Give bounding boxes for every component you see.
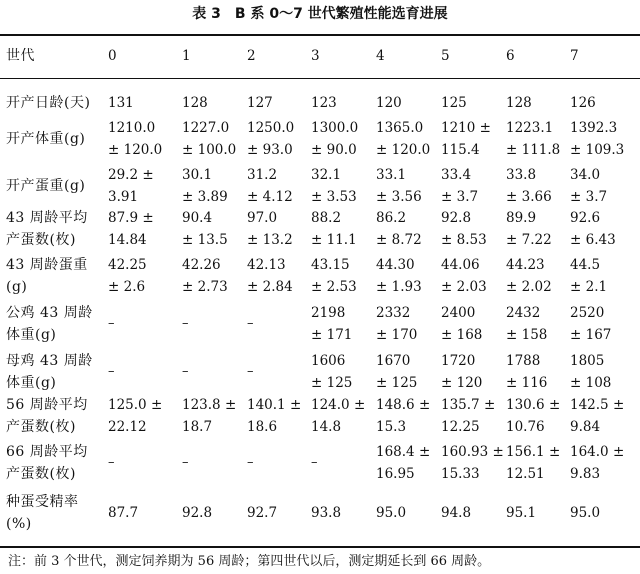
generation-header: 4 bbox=[376, 48, 385, 64]
generation-header: 5 bbox=[441, 48, 450, 64]
table-cell: 124.0 ± bbox=[311, 397, 366, 413]
generation-header: 2 bbox=[247, 48, 256, 64]
table-cell: ± 3.7 bbox=[441, 189, 479, 205]
table-cell: 44.5 bbox=[570, 257, 601, 273]
table-cell: 95.1 bbox=[506, 505, 537, 521]
table-cell: ± 158 bbox=[506, 327, 548, 343]
table-cell: 115.4 bbox=[441, 142, 480, 158]
table-cell: 42.26 bbox=[182, 257, 221, 273]
table-cell: ± 2.84 bbox=[247, 279, 293, 295]
table-cell: 2432 bbox=[506, 305, 541, 321]
table-cell: – bbox=[247, 316, 254, 331]
table-cell: 33.4 bbox=[441, 167, 472, 183]
table-cell: 1805 bbox=[570, 353, 605, 369]
table-cell: – bbox=[311, 455, 318, 470]
table-cell: 95.0 bbox=[570, 505, 601, 521]
table-cell: 1210 ± bbox=[441, 120, 491, 136]
table-cell: ± 3.7 bbox=[570, 189, 608, 205]
table-cell: 126 bbox=[570, 95, 596, 111]
row-label: 体重(g) bbox=[6, 327, 57, 343]
table-cell: 22.12 bbox=[108, 419, 147, 435]
generation-header: 3 bbox=[311, 48, 320, 64]
table-cell: 127 bbox=[247, 95, 273, 111]
row-label: 56 周龄平均 bbox=[6, 397, 88, 413]
table-cell: 88.2 bbox=[311, 210, 342, 226]
table-cell: 1227.0 bbox=[182, 120, 230, 136]
table-cell: 142.5 ± bbox=[570, 397, 625, 413]
table-cell: 14.8 bbox=[311, 419, 342, 435]
table-cell: 44.06 bbox=[441, 257, 480, 273]
table-cell: – bbox=[108, 364, 115, 379]
table-cell: 1300.0 bbox=[311, 120, 359, 136]
table-cell: 1250.0 bbox=[247, 120, 295, 136]
table-cell: ± 171 bbox=[311, 327, 353, 343]
table-cell: ± 6.43 bbox=[570, 232, 616, 248]
row-label: (%) bbox=[6, 516, 32, 532]
table-cell: 32.1 bbox=[311, 167, 342, 183]
table-note: 注：前 3 个世代，测定饲养期为 56 周龄；第四世代以后，测定期延长到 66 周龄。 bbox=[8, 554, 491, 569]
table-cell: ± 170 bbox=[376, 327, 418, 343]
generation-header: 7 bbox=[570, 48, 579, 64]
table-cell: ± 3.56 bbox=[376, 189, 422, 205]
table-cell: 2332 bbox=[376, 305, 411, 321]
table-cell: 33.8 bbox=[506, 167, 537, 183]
table-cell: ± 2.03 bbox=[441, 279, 487, 295]
table-caption: 表 3 B 系 0～7 世代繁殖性能选育进展 bbox=[192, 6, 448, 22]
table-cell: 97.0 bbox=[247, 210, 278, 226]
table-cell: 87.7 bbox=[108, 505, 139, 521]
table-cell: ± 8.72 bbox=[376, 232, 422, 248]
table-cell: 34.0 bbox=[570, 167, 601, 183]
table-cell: 9.84 bbox=[570, 419, 601, 435]
table-cell: ± 93.0 bbox=[247, 142, 293, 158]
table-cell: 125.0 ± bbox=[108, 397, 163, 413]
table-cell: 18.6 bbox=[247, 419, 278, 435]
table-cell: 148.6 ± bbox=[376, 397, 431, 413]
header-label: 世代 bbox=[6, 48, 35, 64]
table-cell: ± 2.1 bbox=[570, 279, 608, 295]
table-cell: ± 120.0 bbox=[376, 142, 431, 158]
table-cell: 130.6 ± bbox=[506, 397, 561, 413]
table-cell: ± 120 bbox=[441, 375, 483, 391]
row-label: 公鸡 43 周龄 bbox=[6, 305, 93, 321]
table-cell: 1720 bbox=[441, 353, 476, 369]
table-cell: – bbox=[182, 364, 189, 379]
table-cell: ± 2.6 bbox=[108, 279, 146, 295]
table-cell: 15.3 bbox=[376, 419, 407, 435]
row-label: 种蛋受精率 bbox=[6, 494, 79, 510]
row-label: (g) bbox=[6, 279, 28, 295]
table-cell: 128 bbox=[506, 95, 532, 111]
table-cell: ± 167 bbox=[570, 327, 612, 343]
table-cell: 10.76 bbox=[506, 419, 545, 435]
row-label: 产蛋数(枚) bbox=[6, 232, 76, 248]
table-cell: – bbox=[182, 455, 189, 470]
table-cell: ± 11.1 bbox=[311, 232, 357, 248]
table-cell: ± 168 bbox=[441, 327, 483, 343]
table-cell: ± 109.3 bbox=[570, 142, 625, 158]
table-cell: 14.84 bbox=[108, 232, 147, 248]
row-label: 43 周龄蛋重 bbox=[6, 257, 88, 273]
table-cell: – bbox=[247, 364, 254, 379]
row-label: 开产蛋重(g) bbox=[6, 178, 86, 194]
row-label: 产蛋数(枚) bbox=[6, 419, 76, 435]
table-cell: 2400 bbox=[441, 305, 476, 321]
table-cell: 164.0 ± bbox=[570, 444, 625, 460]
table-cell: ± 3.89 bbox=[182, 189, 228, 205]
table-cell: 92.8 bbox=[441, 210, 472, 226]
table-cell: – bbox=[247, 455, 254, 470]
table-cell: 30.1 bbox=[182, 167, 213, 183]
table-cell: 1210.0 bbox=[108, 120, 156, 136]
table-cell: ± 111.8 bbox=[506, 142, 561, 158]
table-cell: 95.0 bbox=[376, 505, 407, 521]
table-cell: 92.7 bbox=[247, 505, 278, 521]
table-cell: 123.8 ± bbox=[182, 397, 237, 413]
table-cell: 1392.3 bbox=[570, 120, 618, 136]
row-label: 43 周龄平均 bbox=[6, 210, 88, 226]
table-cell: 43.15 bbox=[311, 257, 350, 273]
generation-header: 6 bbox=[506, 48, 515, 64]
table-cell: 123 bbox=[311, 95, 337, 111]
table-cell: – bbox=[108, 455, 115, 470]
table-cell: 2198 bbox=[311, 305, 346, 321]
table-cell: ± 100.0 bbox=[182, 142, 237, 158]
table-cell: 89.9 bbox=[506, 210, 537, 226]
table-cell: 9.83 bbox=[570, 466, 601, 482]
table-cell: ± 13.2 bbox=[247, 232, 293, 248]
table-cell: 156.1 ± bbox=[506, 444, 561, 460]
table-cell: 29.2 ± bbox=[108, 167, 154, 183]
table-cell: 1606 bbox=[311, 353, 346, 369]
table-cell: 86.2 bbox=[376, 210, 407, 226]
row-label: 66 周龄平均 bbox=[6, 444, 88, 460]
table-cell: 1223.1 bbox=[506, 120, 554, 136]
table-cell: 131 bbox=[108, 95, 134, 111]
table-cell: 93.8 bbox=[311, 505, 342, 521]
table-cell: ± 4.12 bbox=[247, 189, 293, 205]
row-label: 开产体重(g) bbox=[6, 131, 86, 147]
table-cell: 3.91 bbox=[108, 189, 139, 205]
row-label: 体重(g) bbox=[6, 375, 57, 391]
table-cell: 44.23 bbox=[506, 257, 545, 273]
table-cell: 125 bbox=[441, 95, 467, 111]
table-cell: 12.25 bbox=[441, 419, 480, 435]
table-cell: 33.1 bbox=[376, 167, 407, 183]
table-cell: ± 2.73 bbox=[182, 279, 228, 295]
table-cell: ± 125 bbox=[311, 375, 353, 391]
table-cell: 16.95 bbox=[376, 466, 415, 482]
table-cell: ± 108 bbox=[570, 375, 612, 391]
table-cell: ± 3.53 bbox=[311, 189, 357, 205]
bottom-rule bbox=[0, 546, 640, 548]
table-cell: 92.8 bbox=[182, 505, 213, 521]
table-cell: 128 bbox=[182, 95, 208, 111]
top-rule bbox=[0, 34, 640, 36]
row-label: 开产日龄(天) bbox=[6, 95, 91, 111]
table-cell: 135.7 ± bbox=[441, 397, 496, 413]
table-cell: 42.13 bbox=[247, 257, 286, 273]
table-cell: ± 2.02 bbox=[506, 279, 552, 295]
table-cell: 31.2 bbox=[247, 167, 278, 183]
table-cell: 42.25 bbox=[108, 257, 147, 273]
table-cell: 94.8 bbox=[441, 505, 472, 521]
generation-header: 1 bbox=[182, 48, 191, 64]
table-cell: 120 bbox=[376, 95, 402, 111]
table-cell: 15.33 bbox=[441, 466, 480, 482]
table-cell: ± 120.0 bbox=[108, 142, 163, 158]
table-cell: 90.4 bbox=[182, 210, 213, 226]
row-label: 产蛋数(枚) bbox=[6, 466, 76, 482]
table-cell: 87.9 ± bbox=[108, 210, 154, 226]
table-cell: ± 90.0 bbox=[311, 142, 357, 158]
table-cell: 44.30 bbox=[376, 257, 415, 273]
table-cell: ± 13.5 bbox=[182, 232, 228, 248]
table-cell: ± 8.53 bbox=[441, 232, 487, 248]
header-rule bbox=[0, 78, 640, 79]
table-cell: 1365.0 bbox=[376, 120, 424, 136]
table-cell: – bbox=[108, 316, 115, 331]
table-cell: 92.6 bbox=[570, 210, 601, 226]
table-cell: ± 116 bbox=[506, 375, 548, 391]
table-cell: ± 125 bbox=[376, 375, 418, 391]
table-cell: – bbox=[182, 316, 189, 331]
table-cell: ± 7.22 bbox=[506, 232, 552, 248]
table-cell: 2520 bbox=[570, 305, 605, 321]
table-cell: 1670 bbox=[376, 353, 411, 369]
table-cell: 1788 bbox=[506, 353, 541, 369]
table-cell: 160.93 ± bbox=[441, 444, 504, 460]
table-cell: ± 3.66 bbox=[506, 189, 552, 205]
table-cell: ± 1.93 bbox=[376, 279, 422, 295]
row-label: 母鸡 43 周龄 bbox=[6, 353, 93, 369]
generation-header: 0 bbox=[108, 48, 117, 64]
table-cell: 168.4 ± bbox=[376, 444, 431, 460]
table-cell: 140.1 ± bbox=[247, 397, 302, 413]
table-cell: 18.7 bbox=[182, 419, 213, 435]
table-cell: 12.51 bbox=[506, 466, 545, 482]
table-cell: ± 2.53 bbox=[311, 279, 357, 295]
